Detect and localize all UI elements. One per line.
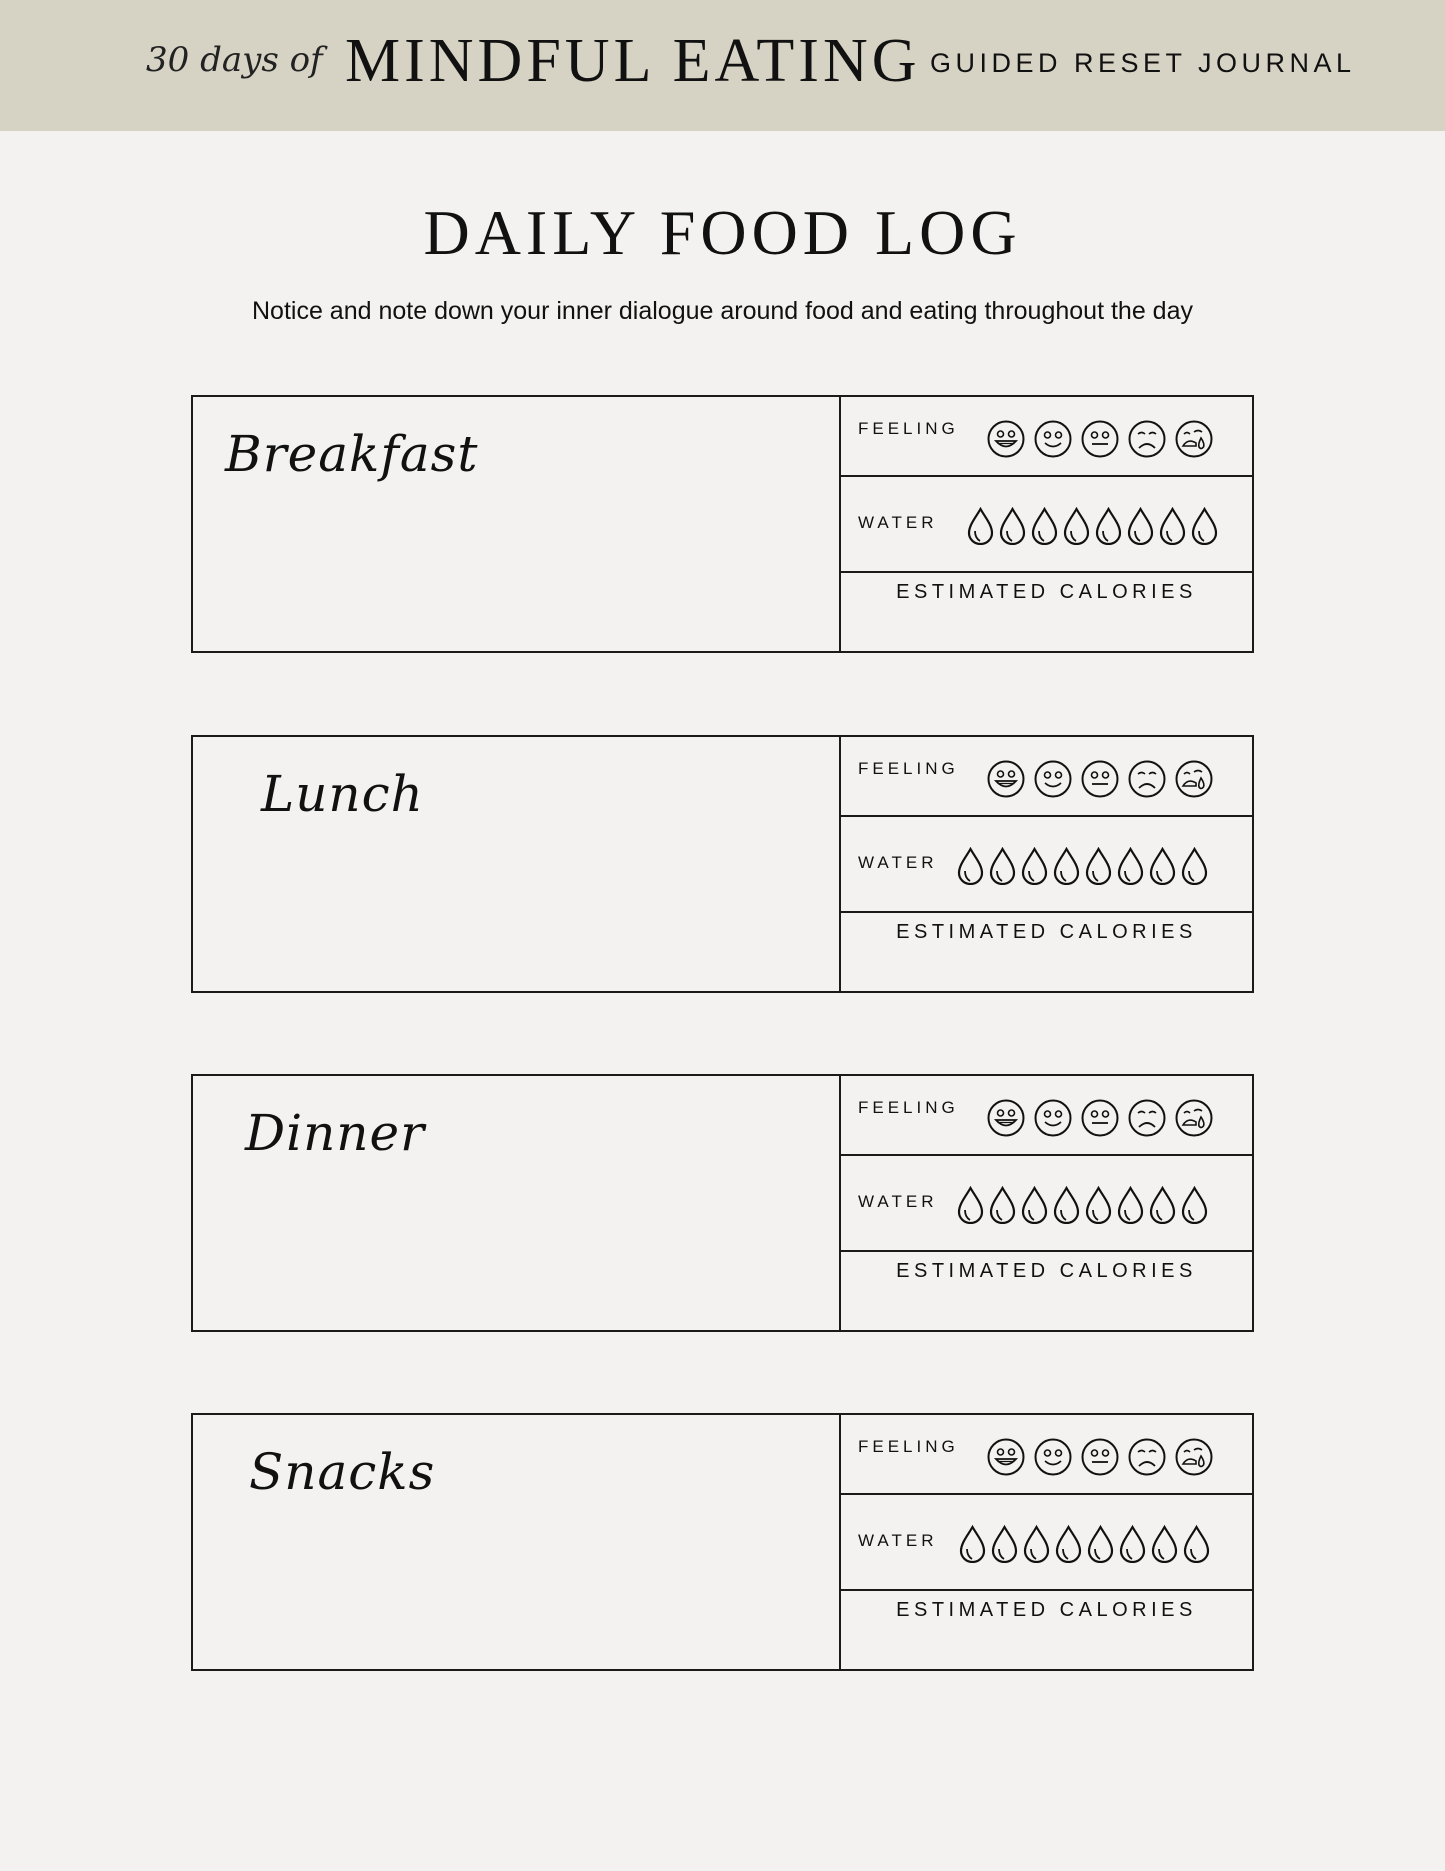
water-drop-icon[interactable]	[1031, 507, 1058, 545]
water-drop-icon[interactable]	[957, 1186, 984, 1224]
neutral-face-icon[interactable]	[1080, 1098, 1120, 1138]
water-drop-icon[interactable]	[1085, 847, 1112, 885]
water-row	[841, 477, 1252, 573]
water-drop-icon[interactable]	[1055, 1525, 1082, 1563]
water-drop-icon[interactable]	[959, 1525, 986, 1563]
sad-face-icon[interactable]	[1127, 759, 1167, 799]
water-drop-icon[interactable]	[1087, 1525, 1114, 1563]
feeling-label: FEELING	[858, 1098, 959, 1117]
page-subtitle: Notice and note down your inner dialogue around food and eating throughout the day	[252, 297, 1193, 325]
water-drop-icon[interactable]	[1149, 847, 1176, 885]
meal-section-snacks	[191, 1413, 1254, 1671]
calories-field[interactable]	[841, 1591, 1252, 1669]
meal-tracker-panel	[841, 1415, 1252, 1669]
smiling-face-icon[interactable]	[1033, 419, 1073, 459]
water-label: WATER	[858, 853, 938, 872]
calories-field[interactable]	[841, 913, 1252, 991]
feeling-label: FEELING	[858, 419, 959, 438]
grinning-face-icon[interactable]	[986, 759, 1026, 799]
meal-name: Snacks	[249, 1443, 436, 1501]
series-script: 30 days of	[146, 40, 323, 80]
grinning-face-icon[interactable]	[986, 419, 1026, 459]
water-label: WATER	[858, 513, 938, 532]
feeling-row	[841, 397, 1252, 477]
water-drop-icon[interactable]	[989, 1186, 1016, 1224]
water-drop-icon[interactable]	[967, 507, 994, 545]
meal-name: Breakfast	[225, 425, 479, 483]
tearful-face-icon[interactable]	[1174, 419, 1214, 459]
water-drop-icon[interactable]	[1085, 1186, 1112, 1224]
water-label: WATER	[858, 1531, 938, 1550]
water-drop-icon[interactable]	[999, 507, 1026, 545]
smiling-face-icon[interactable]	[1033, 1098, 1073, 1138]
tearful-face-icon[interactable]	[1174, 1098, 1214, 1138]
water-drop-icon[interactable]	[1191, 507, 1218, 545]
meal-name: Lunch	[261, 765, 424, 823]
meal-section-dinner	[191, 1074, 1254, 1332]
feeling-row	[841, 737, 1252, 817]
calories-field[interactable]	[841, 573, 1252, 651]
tearful-face-icon[interactable]	[1174, 1437, 1214, 1477]
calories-label: ESTIMATED CALORIES	[896, 921, 1197, 943]
water-drop-icon[interactable]	[1151, 1525, 1178, 1563]
water-drop-icon[interactable]	[989, 847, 1016, 885]
meal-tracker-panel	[841, 397, 1252, 651]
grinning-face-icon[interactable]	[986, 1098, 1026, 1138]
water-drop-icon[interactable]	[1181, 1186, 1208, 1224]
grinning-face-icon[interactable]	[986, 1437, 1026, 1477]
water-row	[841, 1156, 1252, 1252]
water-drop-icon[interactable]	[1159, 507, 1186, 545]
meal-name: Dinner	[245, 1104, 425, 1162]
feeling-row	[841, 1415, 1252, 1495]
water-row	[841, 1495, 1252, 1591]
smiling-face-icon[interactable]	[1033, 759, 1073, 799]
sad-face-icon[interactable]	[1127, 419, 1167, 459]
water-drop-icon[interactable]	[1095, 507, 1122, 545]
water-drop-icon[interactable]	[1021, 847, 1048, 885]
calories-label: ESTIMATED CALORIES	[896, 1260, 1197, 1282]
header-band	[0, 0, 1445, 131]
neutral-face-icon[interactable]	[1080, 759, 1120, 799]
water-row	[841, 817, 1252, 913]
water-drop-icon[interactable]	[1181, 847, 1208, 885]
water-label: WATER	[858, 1192, 938, 1211]
journal-title: MINDFUL EATING	[345, 27, 921, 95]
meal-notes-area[interactable]	[193, 737, 841, 991]
meal-notes-area[interactable]	[193, 1415, 841, 1669]
sad-face-icon[interactable]	[1127, 1098, 1167, 1138]
sad-face-icon[interactable]	[1127, 1437, 1167, 1477]
neutral-face-icon[interactable]	[1080, 419, 1120, 459]
page-title: DAILY FOOD LOG	[423, 197, 1022, 268]
calories-label: ESTIMATED CALORIES	[896, 1599, 1197, 1621]
meal-section-lunch	[191, 735, 1254, 993]
feeling-label: FEELING	[858, 759, 959, 778]
water-drop-icon[interactable]	[1127, 507, 1154, 545]
meal-section-breakfast	[191, 395, 1254, 653]
meal-notes-area[interactable]	[193, 397, 841, 651]
feeling-label: FEELING	[858, 1437, 959, 1456]
meal-tracker-panel	[841, 1076, 1252, 1330]
water-drop-icon[interactable]	[1063, 507, 1090, 545]
journal-tagline: GUIDED RESET JOURNAL	[930, 48, 1356, 78]
water-drop-icon[interactable]	[1149, 1186, 1176, 1224]
water-drop-icon[interactable]	[1023, 1525, 1050, 1563]
water-drop-icon[interactable]	[957, 847, 984, 885]
tearful-face-icon[interactable]	[1174, 759, 1214, 799]
water-drop-icon[interactable]	[1119, 1525, 1146, 1563]
water-drop-icon[interactable]	[1117, 1186, 1144, 1224]
meal-tracker-panel	[841, 737, 1252, 991]
water-drop-icon[interactable]	[1183, 1525, 1210, 1563]
smiling-face-icon[interactable]	[1033, 1437, 1073, 1477]
water-drop-icon[interactable]	[1117, 847, 1144, 885]
calories-field[interactable]	[841, 1252, 1252, 1330]
calories-label: ESTIMATED CALORIES	[896, 581, 1197, 603]
water-drop-icon[interactable]	[991, 1525, 1018, 1563]
neutral-face-icon[interactable]	[1080, 1437, 1120, 1477]
meal-notes-area[interactable]	[193, 1076, 841, 1330]
feeling-row	[841, 1076, 1252, 1156]
water-drop-icon[interactable]	[1053, 847, 1080, 885]
water-drop-icon[interactable]	[1021, 1186, 1048, 1224]
water-drop-icon[interactable]	[1053, 1186, 1080, 1224]
